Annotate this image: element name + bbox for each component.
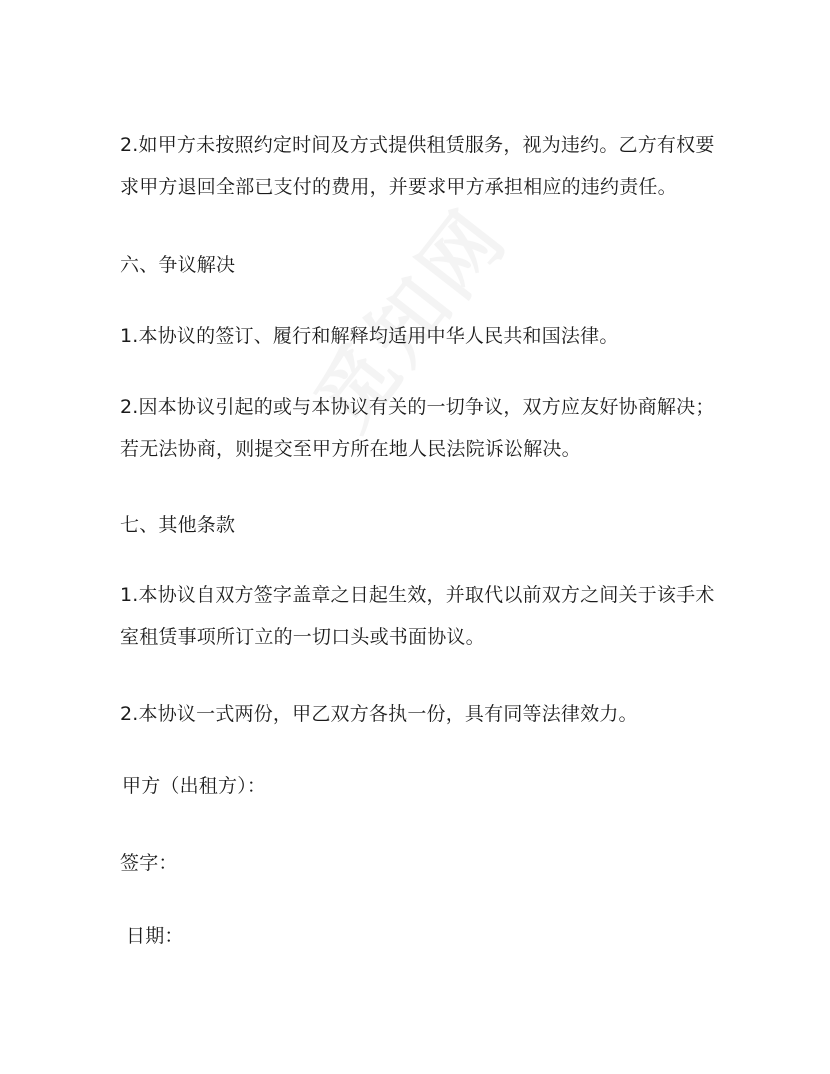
dispute-item2-line2: 若无法协商，则提交至甲方所在地人民法院诉讼解决。 [120,438,581,460]
party-a-label: 甲方（出租方）： [122,775,267,797]
other-item1-line1: 1.本协议自双方签字盖章之日起生效，并取代以前双方之间关于该手术 [120,584,715,606]
other-item2: 2.本协议一式两份，甲乙双方各执一份，具有同等法律效力。 [120,703,638,725]
breach-item2-line2: 求甲方退回全部已支付的费用，并要求甲方承担相应的违约责任。 [120,176,677,198]
date-label: 日期： [126,925,184,947]
signature-label: 签字： [120,852,178,874]
dispute-item1: 1.本协议的签订、履行和解释均适用中华人民共和国法律。 [120,325,619,347]
other-item1-line2: 室租赁事项所订立的一切口头或书面协议。 [120,626,485,648]
dispute-item2-line1: 2.因本协议引起的或与本协议有关的一切争议，双方应友好协商解决； [120,396,715,418]
section-title-other: 七、其他条款 [120,514,236,536]
section-title-dispute: 六、争议解决 [120,254,236,276]
breach-item2-line1: 2.如甲方未按照约定时间及方式提供租赁服务，视为违约。乙方有权要 [120,134,715,156]
